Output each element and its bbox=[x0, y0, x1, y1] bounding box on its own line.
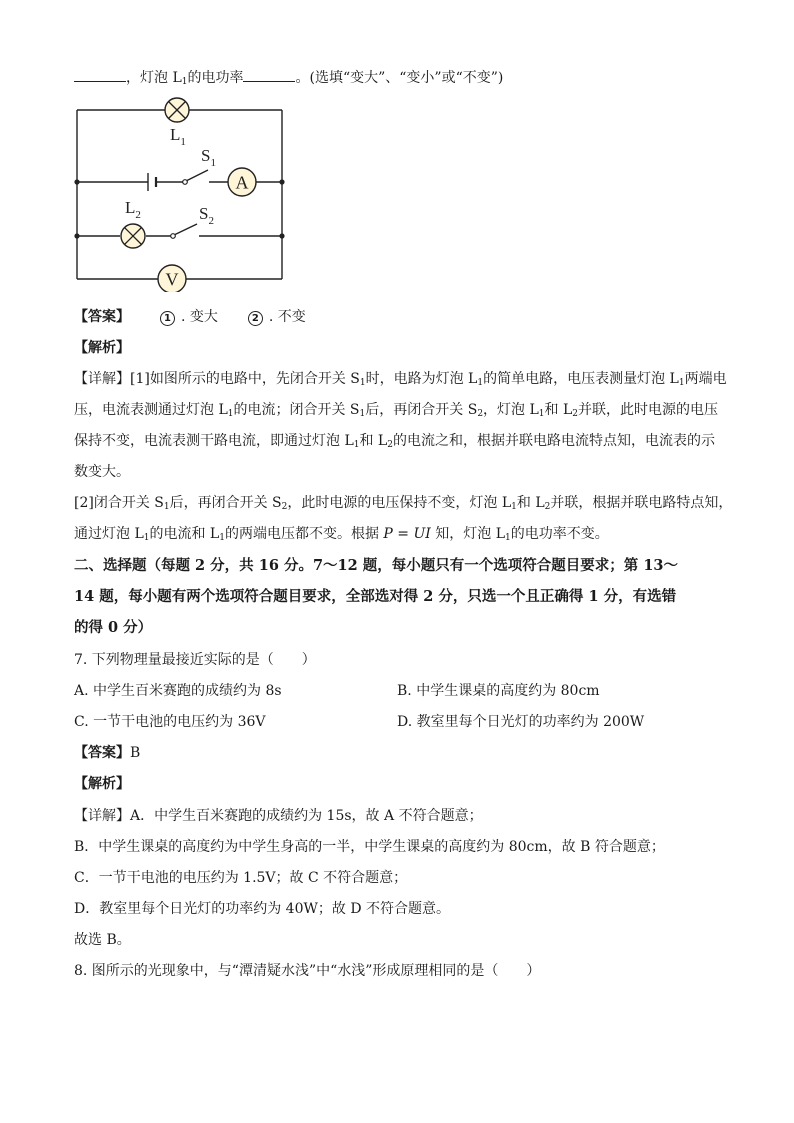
lamp-l2-symbol bbox=[121, 224, 145, 248]
junction-dot bbox=[279, 233, 284, 238]
q7-detail-line: B．中学生课桌的高度约为中学生身高的一半，中学生课桌的高度约为 80cm，故 B 符合题意； bbox=[74, 839, 665, 855]
q7-option-d[interactable]: D. 教室里每个日光灯的功率约为 200W bbox=[397, 714, 645, 730]
q6-detail-line: 保持不变，电流表测干路电流，即通过灯泡 $L_1$和 $L_2$的电流之和，根据并联电路电流特点知，电流表的示 bbox=[74, 433, 715, 450]
circuit-diagram bbox=[70, 96, 290, 292]
voltmeter-label: V bbox=[165, 269, 179, 290]
answer-blank-2[interactable] bbox=[243, 67, 295, 82]
lamp-l1-symbol bbox=[165, 98, 189, 122]
switch-s1-label: $S_1$ bbox=[201, 146, 216, 169]
q6-answer-line: 【答案】 1 . 变大 2 . 不变 bbox=[74, 309, 306, 325]
q8-stem: 8. 图所示的光现象中，与“潭清疑水浅”中“水浅”形成原理相同的是（ ） bbox=[74, 963, 541, 979]
switch-s2-blade bbox=[174, 224, 197, 235]
circled-number: 1 bbox=[160, 311, 175, 326]
junction-dot bbox=[74, 179, 79, 184]
q6-detail-line: 压，电流表测通过灯泡 $L_1$的电流；闭合开关 $S_1$后，再闭合开关 $S_2$，灯泡 $L_1$和 $L_2$并联，此时电源的电压 bbox=[74, 402, 719, 419]
q7-stem: 7. 下列物理量最接近实际的是（ ） bbox=[74, 652, 316, 668]
lamp-l1-label: $L_1$ bbox=[170, 125, 186, 148]
switch-s1-contact bbox=[183, 180, 188, 185]
q7-option-a[interactable]: A. 中学生百米赛跑的成绩约为 8s bbox=[74, 683, 282, 699]
q6-detail-line: 通过灯泡 $L_1$的电流和 $L_1$的两端电压都不变。根据 P = UI 知，灯泡 $L_1$的电功率不变。 bbox=[74, 526, 609, 543]
switch-s2-contact bbox=[171, 234, 176, 239]
switch-s2-label: $S_2$ bbox=[199, 204, 214, 227]
q7-answer-line: 【答案】B bbox=[74, 745, 141, 761]
section-heading: 14 题，每小题有两个选项符合题目要求，全部选对得 2 分，只选一个且正确得 1 分，有选错 bbox=[74, 588, 677, 605]
section-heading: 的得 0 分） bbox=[74, 619, 153, 636]
q6-detail-line: 【详解】[1]如图所示的电路中，先闭合开关 $S_1$时，电路为灯泡 $L_1$的简单电路，电压表测量灯泡 $L_1$两端电 bbox=[74, 371, 727, 388]
junction-dot bbox=[74, 233, 79, 238]
q7-option-b[interactable]: B. 中学生课桌的高度约为 80cm bbox=[397, 683, 600, 699]
ammeter-label: A bbox=[235, 172, 249, 193]
q7-detail-line: C．一节干电池的电压约为 1.5V；故 C 不符合题意； bbox=[74, 870, 408, 886]
q6-detail-line: [2]闭合开关 $S_1$后，再闭合开关 $S_2$，此时电源的电压保持不变，灯泡 $L_1$和 $L_2$并联，根据并联电路特点知， bbox=[74, 495, 733, 512]
q7-option-c[interactable]: C. 一节干电池的电压约为 36V bbox=[74, 714, 266, 730]
q7-analysis-tag: 【解析】 bbox=[74, 776, 130, 792]
fill-in-line: ，灯泡 $L_1$的电功率 。(选填“变大”、“变小”或“不变”) bbox=[74, 67, 503, 88]
junction-dot bbox=[279, 179, 284, 184]
q6-detail-line: 数变大。 bbox=[74, 464, 130, 480]
q6-analysis-tag: 【解析】 bbox=[74, 340, 130, 356]
section-heading: 二、选择题（每题 2 分，共 16 分。7～12 题，每小题只有一个选项符合题目要求；第 13～ bbox=[74, 557, 678, 574]
q7-detail-line: 故选 B。 bbox=[74, 932, 131, 948]
answer-blank-1[interactable] bbox=[74, 67, 126, 82]
lamp-l2-label: $L_2$ bbox=[125, 198, 141, 221]
switch-s1-blade bbox=[186, 170, 208, 181]
q7-detail-line: 【详解】A．中学生百米赛跑的成绩约为 15s，故 A 不符合题意； bbox=[74, 808, 483, 824]
q7-detail-line: D．教室里每个日光灯的功率约为 40W；故 D 不符合题意。 bbox=[74, 901, 451, 917]
circled-number: 2 bbox=[248, 311, 263, 326]
